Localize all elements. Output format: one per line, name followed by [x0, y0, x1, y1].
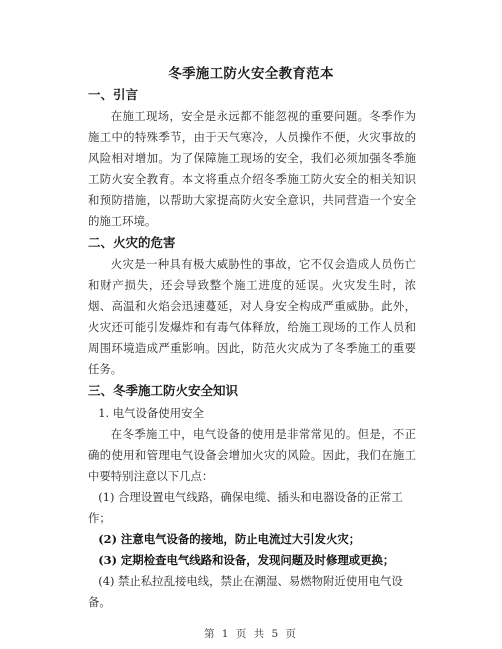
list-item: (4) 禁止私拉乱接电线，禁止在潮湿、易燃物附近使用电气设备。	[88, 574, 403, 609]
page-footer: 第 1 页 共 5 页	[203, 628, 299, 640]
list-item: (3) 定期检查电气线路和设备，发现问题及时修理或更换；	[98, 553, 395, 567]
subheading-electrical: 1. 电气设备使用安全	[98, 406, 204, 420]
section-heading-intro: 一、引言	[88, 87, 139, 102]
paragraph-electrical: 在冬季施工中，电气设备的使用是非常常见的。但是，不正确的使用和管理电气设备会增加火灾的风险。因此，我们在施工中要特别注意以下几点：	[88, 427, 416, 483]
paragraph-intro: 在施工现场，安全是永远都不能忽视的重要问题。冬季作为施工中的特殊季节，由于天气寒冷，人员操作不便，火灾事故的风险相对增加。为了保障施工现场的安全，我们必须加强冬季施工防火安全教育。本文将重点介绍冬季施工防火安全的相关知识和预防措施，以帮助大家提高防火安全意识，共同营造一个安全的施工环境。	[88, 109, 416, 228]
document-body	[88, 84, 416, 613]
document-title: 冬季施工防火安全教育范本	[168, 66, 334, 82]
paragraph-hazards: 火灾是一种具有极大威胁性的事故，它不仅会造成人员伤亡和财产损失，还会导致整个施工进度的延误。火灾发生时，浓烟、高温和火焰会迅速蔓延，对人身安全构成严重威胁。此外，火灾还可能引发爆炸和有毒气体释放，给施工现场的工作人员和周围环境造成严重影响。因此，防范火灾成为了冬季施工的重要任务。	[88, 257, 416, 376]
section-heading-hazards: 二、火灾的危害	[88, 235, 176, 250]
section-heading-knowledge: 三、冬季施工防火安全知识	[88, 383, 239, 398]
list-item: (1) 合理设置电气线路，确保电缆、插头和电器设备的正常工作；	[88, 490, 403, 525]
list-item: (2) 注意电气设备的接地，防止电流过大引发火灾；	[98, 532, 361, 546]
